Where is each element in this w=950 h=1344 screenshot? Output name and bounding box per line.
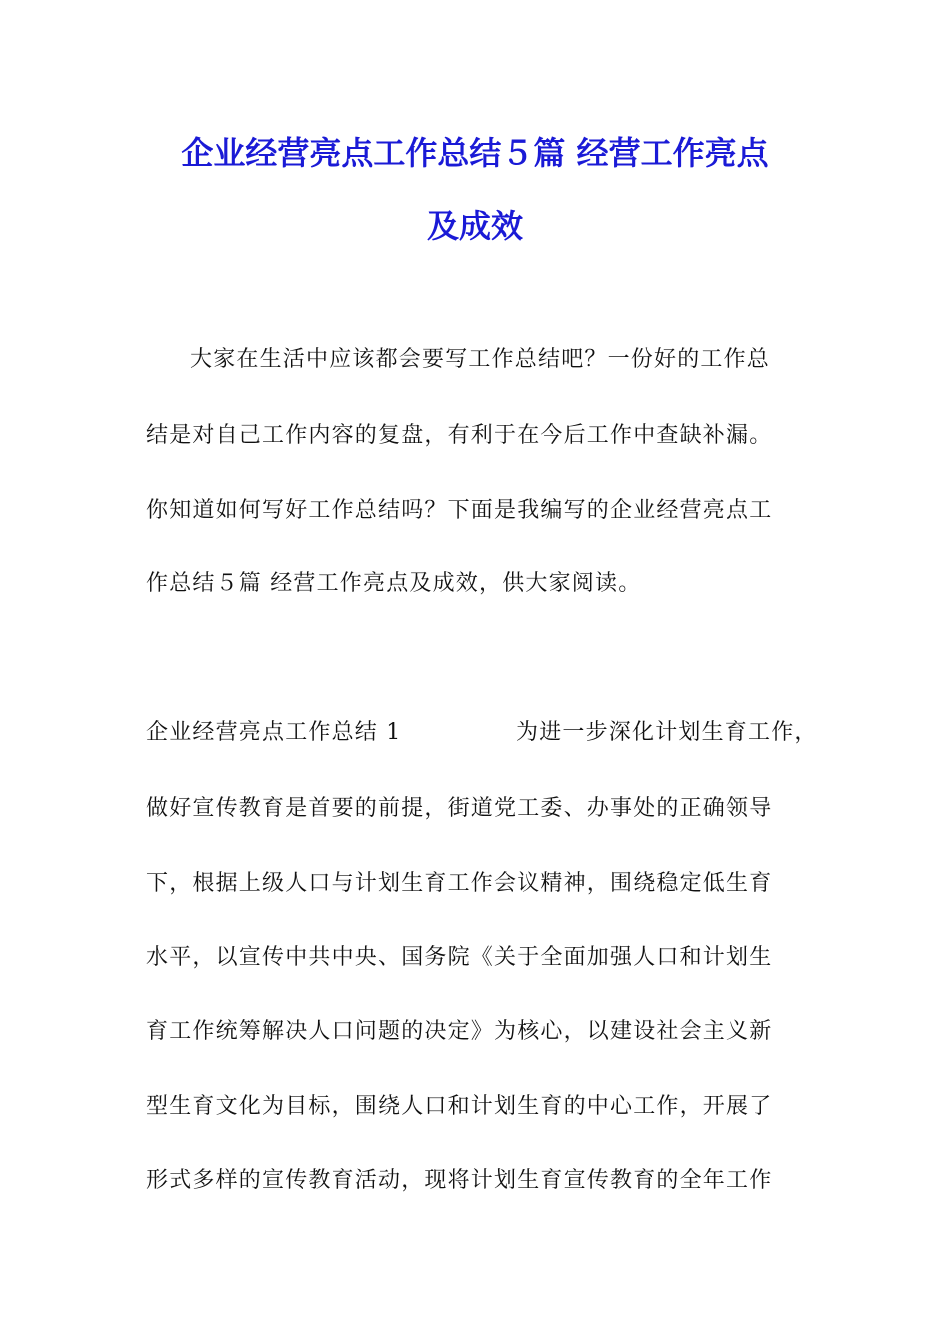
paragraph-line: 水平，以宣传中共中央、国务院《关于全面加强人口和计划生 bbox=[146, 945, 773, 970]
paragraph-line: 做好宣传教育是首要的前提，街道党工委、办事处的正确领导 bbox=[146, 796, 773, 821]
paragraph-line: 为进一步深化计划生育工作， bbox=[516, 720, 818, 745]
document-title-line-2: 及成效 bbox=[426, 207, 523, 245]
intro-line: 大家在生活中应该都会要写工作总结吧？一份好的工作总 bbox=[190, 347, 771, 372]
paragraph-line: 型生育文化为目标，围绕人口和计划生育的中心工作，开展了 bbox=[146, 1094, 773, 1119]
paragraph-line: 下，根据上级人口与计划生育工作会议精神，围绕稳定低生育 bbox=[146, 871, 773, 896]
intro-line: 结是对自己工作内容的复盘，有利于在今后工作中查缺补漏。 bbox=[146, 423, 773, 448]
paragraph-line: 育工作统筹解决人口问题的决定》为核心，以建设社会主义新 bbox=[146, 1019, 773, 1044]
section-heading: 企业经营亮点工作总结 1 bbox=[146, 720, 402, 745]
intro-line: 作总结５篇 经营工作亮点及成效，供大家阅读。 bbox=[146, 571, 642, 596]
paragraph-line: 形式多样的宣传教育活动，现将计划生育宣传教育的全年工作 bbox=[146, 1168, 773, 1193]
intro-line: 你知道如何写好工作总结吗？下面是我编写的企业经营亮点工 bbox=[146, 498, 773, 523]
document-title-line-1: 企业经营亮点工作总结５篇 经营工作亮点 bbox=[181, 134, 769, 172]
